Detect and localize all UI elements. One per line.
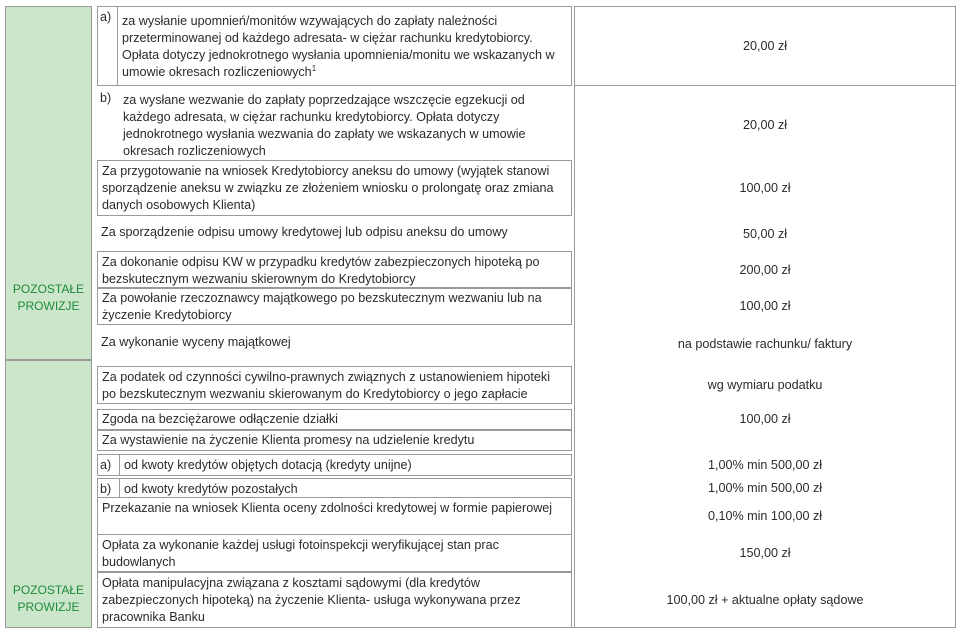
fee-amount: 50,00 zł [742,226,788,241]
category-line2: PROWIZJE [17,299,80,313]
fee-row [97,366,572,404]
fee-amount: 1,00% min 500,00 zł [707,457,823,472]
fee-amount: 20,00 zł [742,38,788,53]
row-text: Za powołanie rzeczoznawcy majątkowego po bezskutecznym wezwaniu lub na życzenie Kredytobiorcy [102,291,542,322]
fee-amount: 0,10% min 100,00 zł [707,508,823,523]
category-line1: POZOSTAŁE [12,282,85,296]
table-divider [97,627,956,628]
fee-amount: 100,00 zł [739,180,791,195]
footnote-marker: 1 [311,63,317,73]
fee-amount: na podstawie rachunku/ faktury [677,336,853,351]
category-line2: PROWIZJE [17,600,80,614]
row-letter: a) [98,455,120,475]
row-text: za wysłanie upomnień/monitów wzywających do zapłaty należności przeterminowanej od każdego adresata- w ciężar rachunku kredytobiorcy. Opłata dotyczy jednokrotnego wysłania upomnienia/monitu we wskazanych w umowie okresach rozliczeniowych [122,14,555,79]
fee-row [97,572,572,628]
row-text: Za wykonanie wyceny majątkowej [101,335,291,349]
fee-row [97,224,572,244]
fee-row [97,409,572,430]
fee-row [97,334,572,354]
row-text: od kwoty kredytów objętych dotacją (kredyty unijne) [124,458,412,472]
row-letter: b) [100,91,112,105]
row-text: Za dokonanie odpisu KW w przypadku kredytów zabezpieczonych hipoteką po bezskutecznym wezwaniu skierownym do Kredytobiorcy [102,255,540,286]
row-text: Przekazanie na wniosek Klienta oceny zdolności kredytowej w formie papierowej [102,501,553,515]
row-text: Opłata za wykonanie każdej usługi fotoinspekcji weryfikującej stan prac budowlanych [102,538,499,569]
fee-row [97,287,572,325]
row-text: Za wystawienie na życzenie Klienta promesy na udzielenie kredytu [102,433,475,447]
fee-row [97,430,572,451]
fee-row [97,160,572,216]
row-text: za wysłane wezwanie do zapłaty poprzedzające wszczęcie egzekucji od każdego adresata, w ciężar rachunku kredytobiorcy. Opłata dotyczy jednokrotnego wysłania wezwania do zapłaty we wskazanych w umowie okresach rozliczeniowych [123,93,526,158]
fee-amount: 100,00 zł + aktualne opłaty sądowe [666,592,864,607]
category-cell [5,6,92,360]
row-text: Za podatek od czynności cywilno-prawnych związnych z ustanowieniem hipoteki po bezskutecznym wezwaniu skierowanym do Kredytobiorcy o jego zapłacie [102,370,550,401]
fee-row [97,497,572,535]
fee-amount: 20,00 zł [742,117,788,132]
fee-amount: 150,00 zł [739,545,791,560]
row-text: od kwoty kredytów pozostałych [124,482,298,496]
fee-row [97,478,572,498]
category-line1: POZOSTAŁE [12,583,85,597]
row-text: Zgoda na bezciężarowe odłączenie działki [102,412,338,426]
fee-amount: wg wymiaru podatku [707,377,823,392]
fee-row [97,6,572,86]
fee-amount: 200,00 zł [739,262,791,277]
row-text: Za przygotowanie na wniosek Kredytobiorcy aneksu do umowy (wyjątek stanowi sporządzenie aneksu w związku ze złożeniem wniosku o prolongatę oraz zmiana danych osobowych Klienta) [102,164,554,212]
row-letter: a) [98,7,118,85]
fee-amount: 100,00 zł [739,412,791,426]
fee-row [97,251,572,289]
fee-amount: 100,00 zł [739,298,791,313]
fee-row [97,454,572,476]
fee-row [97,534,572,572]
row-letter: b) [98,479,120,497]
category-cell [5,360,92,628]
fee-amount: 1,00% min 500,00 zł [707,480,823,495]
fee-row [97,90,572,160]
table-divider [574,86,575,628]
table-divider [955,86,956,628]
row-text: Opłata manipulacyjna związana z kosztami sądowymi (dla kredytów zabezpieczonych hipoteką) na życzenie Klienta- usługa wykonywana przez pracownika Banku [102,576,521,624]
row-text: Za sporządzenie odpisu umowy kredytowej lub odpisu aneksu do umowy [101,225,508,239]
